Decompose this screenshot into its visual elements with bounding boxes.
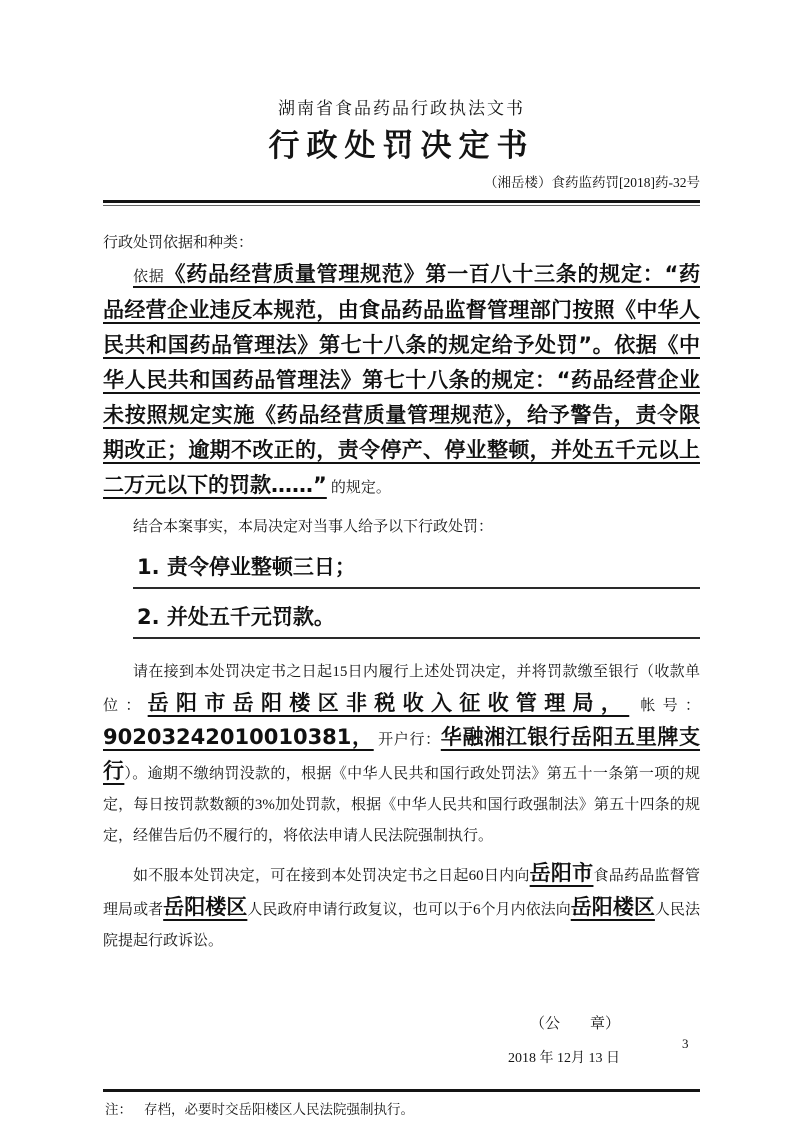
- signature-block: [103, 1013, 700, 1069]
- account-label: 帐号：: [640, 698, 700, 714]
- payment-paragraph: [103, 657, 700, 852]
- decision-date: 2018 年 12月 13 日: [508, 1051, 620, 1066]
- penalty-items: [103, 553, 700, 639]
- payment-intro: 请在接到本处罚决定书之日起15日内履行上述处罚决定，并将罚款缴至银行（收款单位：: [103, 664, 700, 714]
- appeal-p4: 人民法院提起行政诉讼。: [103, 902, 700, 949]
- appeal-district-1: 岳阳楼区: [163, 895, 248, 919]
- penalty-item-1-text: 1. 责令停业整顿三日；: [137, 555, 356, 579]
- appeal-p3: 人民政府申请行政复议，也可以于6个月内依法向: [247, 902, 571, 918]
- appeal-district-2: 岳阳楼区: [570, 895, 655, 919]
- header-divider: [103, 200, 700, 206]
- page-number: 3: [682, 1036, 689, 1051]
- decision-intro: 结合本案事实，本局决定对当事人给予以下行政处罚：: [133, 519, 494, 535]
- appeal-p2: 食品药品监督管理局或者: [103, 868, 700, 918]
- footer-note-label: 注：: [105, 1102, 132, 1117]
- appeal-city: 岳阳市: [529, 861, 594, 885]
- bank-name: 华融湘江银行岳阳五里牌支行: [103, 725, 701, 783]
- doc-number: （湘岳楼）食药监药罚[2018]药-32号: [484, 175, 700, 190]
- section-label: 行政处罚依据和种类：: [103, 235, 254, 251]
- payment-tail: ）。逾期不缴纳罚没款的，根据《中华人民共和国行政处罚法》第五十一条第一项的规定，每日按罚款数额的3%加处罚款，根据《中华人民共和国行政强制法》第五十四条的规定，经催告后仍不履行的，将依法申请人民法院强制执行。: [103, 766, 700, 844]
- penalty-item-2: [133, 603, 700, 639]
- appeal-p1: 如不服本处罚决定，可在接到本处罚决定书之日起60日内向: [133, 868, 530, 884]
- legal-basis-suffix: 的规定。: [330, 480, 391, 496]
- doc-category: 湖南省食品药品行政执法文书: [278, 99, 525, 118]
- seal-placeholder: （公 章）: [529, 1016, 620, 1032]
- account-number: 90203242010010381，: [103, 725, 374, 749]
- legal-basis-prefix: 依据: [133, 269, 165, 285]
- legal-basis-quote: 《药品经营质量管理规范》第一百八十三条的规定：“药品经营企业违反本规范，由食品药品监督管理部门按照《中华人民共和国药品管理法》第七十八条的规定给予处罚”。依据《中华人民共和国药品管理法》第七十八条的规定：“药品经营企业未按照规定实施《药品经营质量管理规范》，给予警告，责令限期改正；逾期不改正的，责令停产、停业整顿，并处五千元以上二万元以下的罚款……”: [103, 262, 700, 497]
- footer-note-text: 存档，必要时交岳阳楼区人民法院强制执行。: [144, 1102, 414, 1117]
- appeal-paragraph: [103, 858, 700, 957]
- footer-note: [103, 1089, 700, 1122]
- payment-payee: 岳阳市岳阳楼区非税收入征收管理局，: [147, 691, 630, 715]
- page-title: 行政处罚决定书: [268, 128, 535, 163]
- penalty-item-2-text: 2. 并处五千元罚款。: [137, 605, 335, 629]
- bank-label: 开户行：: [378, 732, 441, 748]
- penalty-item-1: [133, 553, 700, 589]
- legal-basis-paragraph: [103, 258, 700, 505]
